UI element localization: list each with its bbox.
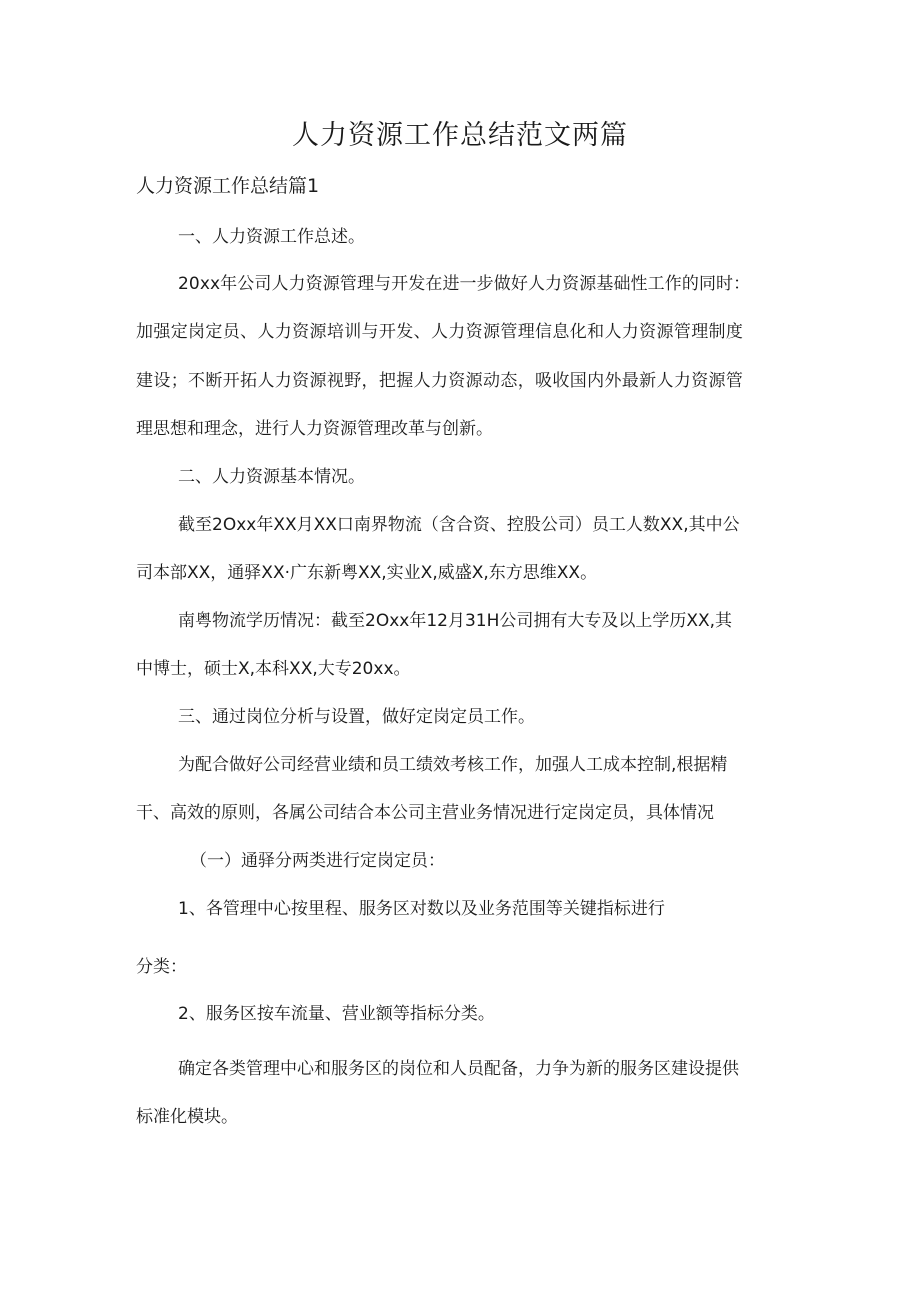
- text-line: 2、服务区按车流量、营业额等指标分类。: [178, 1004, 495, 1024]
- text-line: 干、高效的原则，各属公司结合本公司主营业务情况进行定岗定员，具体情况: [136, 803, 714, 823]
- text-line: 南粤物流学历情况：截至2Oxx年12月31H公司拥有大专及以上学历XX,其: [178, 611, 733, 631]
- text-line: 为配合做好公司经营业绩和员工绩效考核工作，加强人工成本控制,根据精: [178, 755, 728, 775]
- text-line: 加强定岗定员、人力资源培训与开发、人力资源管理信息化和人力资源管理制度: [136, 322, 744, 342]
- text-line: 1、各管理中心按里程、服务区对数以及业务范围等关键指标进行: [178, 899, 665, 919]
- text-line: 20xx年公司人力资源管理与开发在进一步做好人力资源基础性工作的同时：: [178, 274, 751, 294]
- text-line: 司本部XX，通驿XX·广东新粤XX,实业X,威盛X,东方思维XX。: [136, 563, 598, 583]
- text-line: 中博士，硕士X,本科XX,大专20xx。: [136, 659, 411, 679]
- text-line: 截至2Oxx年XX月XX口南界物流（含合资、控股公司）员工人数XX,其中公: [178, 515, 740, 535]
- text-line: 建设；不断开拓人力资源视野，把握人力资源动态，吸收国内外最新人力资源管: [136, 371, 744, 391]
- document-title: 人力资源工作总结范文两篇: [292, 120, 628, 151]
- text-line: 分类：: [136, 957, 187, 977]
- text-line: 理思想和理念，进行人力资源管理改革与创新。: [136, 419, 493, 439]
- text-line: 标准化模块。: [136, 1107, 238, 1127]
- text-line: （一）通驿分两类进行定岗定员：: [190, 851, 445, 871]
- text-line: 三、通过岗位分析与设置，做好定岗定员工作。: [178, 707, 535, 727]
- text-line: 二、人力资源基本情况。: [178, 467, 365, 487]
- text-line: 一、人力资源工作总述。: [178, 227, 365, 247]
- text-line: 确定各类管理中心和服务区的岗位和人员配备，力争为新的服务区建设提供: [178, 1059, 739, 1079]
- section-heading: 人力资源工作总结篇1: [136, 175, 320, 197]
